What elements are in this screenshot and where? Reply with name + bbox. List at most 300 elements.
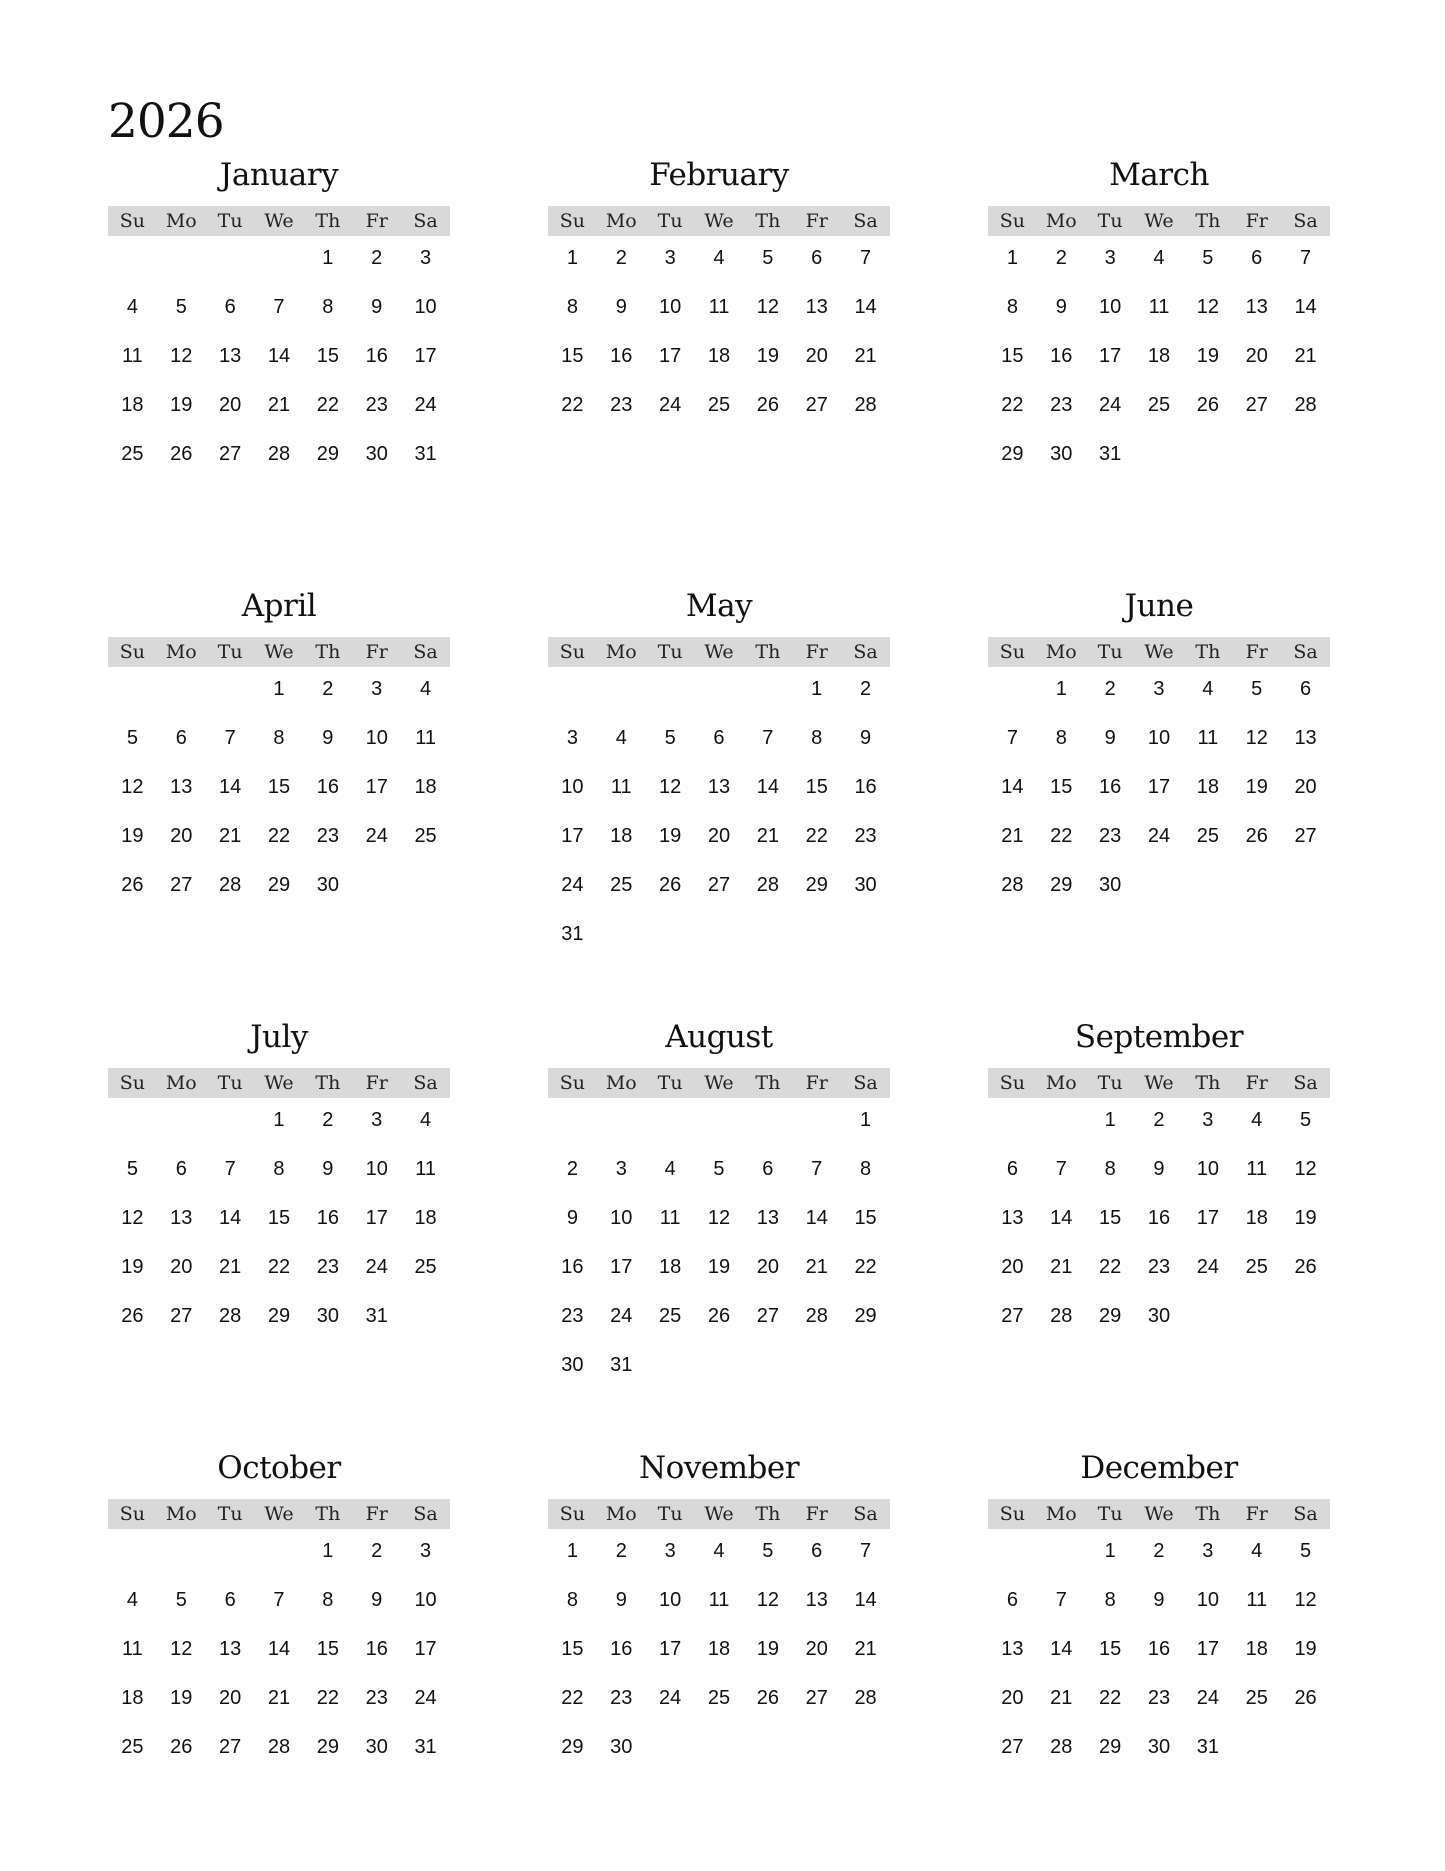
day-cell: 17 (365, 776, 388, 798)
day-cell: 12 (1196, 296, 1219, 318)
day-cell: 3 (566, 727, 578, 749)
day-blank (646, 675, 695, 724)
day-cell: 6 (1006, 1158, 1018, 1180)
day-cell: 5 (762, 247, 774, 269)
day-cell: 22 (1099, 1256, 1122, 1278)
day-cell: 29 (316, 1736, 339, 1758)
weekday-label: Th (755, 210, 781, 232)
weekday-header (108, 1068, 450, 1098)
day-cell: 27 (219, 1736, 242, 1758)
day-cell: 9 (860, 727, 872, 749)
day-cell: 4 (1202, 678, 1214, 700)
month-october (108, 1445, 450, 1782)
weekday-label: Fr (1245, 210, 1268, 232)
weekday-label: Fr (1245, 1072, 1268, 1094)
weekday-label: Sa (1293, 1503, 1318, 1525)
days-grid (108, 675, 450, 920)
month-name: April (241, 588, 317, 624)
day-cell: 8 (566, 1589, 578, 1611)
weekday-label: Su (559, 1503, 586, 1525)
day-cell: 1 (322, 247, 334, 269)
day-cell: 20 (805, 1638, 828, 1660)
day-blank (743, 675, 792, 724)
day-cell: 23 (365, 394, 388, 416)
day-blank (695, 1106, 744, 1155)
day-cell: 11 (415, 727, 436, 749)
day-cell: 9 (322, 1158, 334, 1180)
day-cell: 22 (561, 394, 584, 416)
day-blank (597, 1106, 646, 1155)
day-cell: 11 (122, 1638, 143, 1660)
day-cell: 26 (659, 874, 682, 896)
day-cell: 18 (707, 345, 731, 367)
day-cell: 4 (126, 296, 138, 318)
days-grid (988, 675, 1330, 920)
day-cell: 2 (1104, 678, 1116, 700)
weekday-label: Fr (365, 1072, 388, 1094)
day-blank (988, 1106, 1037, 1155)
day-cell: 3 (420, 247, 432, 269)
day-cell: 26 (1294, 1687, 1317, 1709)
day-cell: 18 (610, 825, 633, 847)
weekday-label: Tu (1097, 210, 1123, 232)
day-cell: 24 (610, 1305, 633, 1327)
day-cell: 30 (365, 443, 388, 465)
day-cell: 29 (1099, 1305, 1122, 1327)
day-cell: 28 (854, 1687, 877, 1709)
weekday-label: Mo (1045, 641, 1077, 663)
day-cell: 21 (1294, 345, 1317, 367)
day-cell: 7 (224, 1158, 236, 1180)
day-cell: 16 (610, 345, 633, 367)
weekday-label: Th (315, 210, 341, 232)
day-cell: 26 (170, 443, 193, 465)
day-cell: 10 (659, 1589, 682, 1611)
day-cell: 17 (1196, 1638, 1219, 1660)
day-blank (206, 1106, 255, 1155)
day-cell: 26 (1294, 1256, 1317, 1278)
month-name: June (1124, 588, 1194, 624)
day-cell: 22 (267, 825, 291, 847)
weekday-label: Sa (853, 1503, 878, 1525)
day-cell: 8 (811, 727, 823, 749)
day-cell: 18 (414, 776, 437, 798)
day-cell: 1 (1006, 247, 1018, 269)
month-january (108, 152, 450, 489)
weekday-header (988, 637, 1330, 667)
day-blank (646, 1106, 695, 1155)
day-cell: 3 (371, 1109, 383, 1131)
day-cell: 11 (708, 296, 730, 318)
day-blank (108, 1106, 157, 1155)
day-cell: 27 (1001, 1736, 1024, 1758)
day-blank (792, 1106, 841, 1155)
month-july (108, 1014, 450, 1351)
day-cell: 11 (122, 345, 143, 367)
day-cell: 13 (707, 776, 731, 798)
day-cell: 28 (1294, 394, 1317, 416)
weekday-label: Su (119, 210, 146, 232)
weekday-label: Th (1195, 1072, 1221, 1094)
day-cell: 29 (316, 443, 339, 465)
day-cell: 11 (1148, 296, 1170, 318)
day-cell: 10 (1196, 1589, 1219, 1611)
day-cell: 9 (1055, 296, 1067, 318)
day-cell: 15 (316, 345, 339, 367)
day-cell: 29 (267, 1305, 291, 1327)
weekday-label: Fr (365, 641, 388, 663)
weekday-label: Su (999, 641, 1026, 663)
day-cell: 4 (713, 247, 725, 269)
weekday-label: Mo (605, 210, 637, 232)
day-cell: 5 (126, 1158, 138, 1180)
day-cell: 22 (561, 1687, 584, 1709)
weekday-label: We (264, 210, 294, 232)
day-cell: 24 (1196, 1256, 1219, 1278)
day-cell: 4 (126, 1589, 138, 1611)
day-cell: 10 (659, 296, 682, 318)
weekday-label: Tu (657, 210, 683, 232)
day-cell: 21 (267, 394, 291, 416)
day-cell: 15 (1001, 345, 1024, 367)
day-cell: 2 (566, 1158, 578, 1180)
day-cell: 23 (1099, 825, 1122, 847)
day-cell: 19 (756, 345, 779, 367)
day-cell: 8 (322, 1589, 334, 1611)
day-cell: 4 (713, 1540, 725, 1562)
day-cell: 19 (170, 1687, 193, 1709)
day-cell: 6 (1300, 678, 1312, 700)
day-cell: 24 (1147, 825, 1171, 847)
weekday-label: Th (315, 1503, 341, 1525)
day-blank (743, 1106, 792, 1155)
day-cell: 27 (805, 1687, 828, 1709)
day-cell: 3 (1202, 1540, 1214, 1562)
day-cell: 25 (707, 394, 731, 416)
day-cell: 4 (1251, 1540, 1263, 1562)
day-cell: 20 (170, 1256, 193, 1278)
day-cell: 19 (1196, 345, 1219, 367)
day-cell: 9 (615, 1589, 627, 1611)
day-cell: 8 (1104, 1589, 1116, 1611)
day-cell: 5 (1300, 1109, 1312, 1131)
day-cell: 27 (1294, 825, 1317, 847)
day-cell: 16 (365, 345, 388, 367)
month-march (988, 152, 1330, 489)
weekday-label: We (704, 210, 734, 232)
day-blank (157, 675, 206, 724)
day-cell: 13 (1001, 1638, 1024, 1660)
weekday-label: Th (755, 1072, 781, 1094)
weekday-header (988, 1068, 1330, 1098)
day-cell: 9 (1153, 1589, 1165, 1611)
month-name: September (1074, 1019, 1244, 1055)
day-cell: 25 (414, 1256, 437, 1278)
weekday-label: Su (119, 641, 146, 663)
day-cell: 11 (659, 1207, 681, 1229)
month-name: November (638, 1450, 800, 1486)
weekday-label: Fr (1245, 1503, 1268, 1525)
day-cell: 21 (1050, 1687, 1073, 1709)
day-cell: 22 (316, 1687, 339, 1709)
weekday-label: Tu (217, 641, 243, 663)
day-cell: 17 (610, 1256, 633, 1278)
day-cell: 17 (1099, 345, 1122, 367)
day-cell: 12 (756, 296, 779, 318)
weekday-label: We (704, 1072, 734, 1094)
day-cell: 12 (170, 1638, 193, 1660)
day-blank (597, 675, 646, 724)
day-cell: 10 (1147, 727, 1171, 749)
weekday-label: Sa (1293, 210, 1318, 232)
days-grid (548, 1537, 890, 1782)
weekday-label: Sa (413, 210, 438, 232)
day-cell: 3 (664, 1540, 676, 1562)
weekday-label: Mo (605, 1072, 637, 1094)
day-cell: 13 (170, 776, 193, 798)
day-cell: 31 (365, 1305, 388, 1327)
day-cell: 20 (219, 1687, 242, 1709)
day-cell: 28 (854, 394, 877, 416)
weekday-label: Mo (165, 210, 197, 232)
day-cell: 16 (1099, 776, 1122, 798)
day-cell: 5 (762, 1540, 774, 1562)
day-cell: 5 (1251, 678, 1263, 700)
day-cell: 15 (1099, 1207, 1122, 1229)
day-cell: 29 (805, 874, 828, 896)
day-blank (548, 675, 597, 724)
day-cell: 21 (219, 825, 242, 847)
day-cell: 29 (267, 874, 291, 896)
day-cell: 11 (1246, 1158, 1268, 1180)
day-cell: 15 (1050, 776, 1073, 798)
day-cell: 30 (316, 874, 339, 896)
day-cell: 8 (273, 727, 285, 749)
day-cell: 15 (1099, 1638, 1122, 1660)
day-cell: 17 (659, 345, 682, 367)
day-cell: 4 (615, 727, 627, 749)
day-cell: 20 (170, 825, 193, 847)
day-cell: 7 (1055, 1158, 1067, 1180)
day-cell: 1 (566, 1540, 578, 1562)
weekday-header (548, 1499, 890, 1529)
day-cell: 17 (561, 825, 584, 847)
weekday-label: Sa (853, 641, 878, 663)
day-cell: 14 (267, 345, 291, 367)
day-cell: 19 (756, 1638, 779, 1660)
weekday-label: Tu (1097, 1503, 1123, 1525)
weekday-label: Fr (805, 641, 828, 663)
day-cell: 18 (707, 1638, 731, 1660)
weekday-label: Th (1195, 210, 1221, 232)
day-cell: 24 (1196, 1687, 1219, 1709)
day-cell: 24 (659, 1687, 682, 1709)
day-cell: 23 (365, 1687, 388, 1709)
month-name: December (1080, 1450, 1238, 1486)
weekday-label: Mo (1045, 1503, 1077, 1525)
month-name: January (219, 157, 339, 193)
weekday-label: Th (1195, 641, 1221, 663)
day-cell: 29 (1050, 874, 1073, 896)
day-cell: 1 (566, 247, 578, 269)
day-cell: 27 (219, 443, 242, 465)
day-cell: 3 (615, 1158, 627, 1180)
day-cell: 7 (1006, 727, 1018, 749)
day-cell: 23 (1147, 1687, 1171, 1709)
day-cell: 2 (1153, 1540, 1165, 1562)
day-blank (1037, 1537, 1086, 1586)
day-cell: 7 (1055, 1589, 1067, 1611)
day-cell: 23 (316, 825, 339, 847)
weekday-label: Mo (605, 1503, 637, 1525)
day-cell: 24 (1099, 394, 1122, 416)
day-cell: 18 (121, 1687, 144, 1709)
weekday-header (988, 206, 1330, 236)
day-cell: 2 (371, 247, 383, 269)
day-cell: 2 (1153, 1109, 1165, 1131)
day-cell: 27 (805, 394, 828, 416)
day-cell: 14 (267, 1638, 291, 1660)
month-name: October (217, 1450, 341, 1486)
day-cell: 27 (1245, 394, 1268, 416)
weekday-label: Fr (365, 1503, 388, 1525)
day-cell: 10 (1196, 1158, 1219, 1180)
day-cell: 10 (414, 1589, 437, 1611)
day-cell: 31 (414, 1736, 437, 1758)
weekday-label: Su (119, 1503, 146, 1525)
day-cell: 29 (1099, 1736, 1122, 1758)
day-cell: 31 (610, 1354, 633, 1376)
weekday-label: We (1144, 210, 1174, 232)
day-cell: 5 (175, 1589, 187, 1611)
weekday-label: Su (999, 1503, 1026, 1525)
weekday-label: Fr (805, 1072, 828, 1094)
weekday-header (548, 206, 890, 236)
month-june (988, 583, 1330, 920)
day-cell: 12 (121, 1207, 144, 1229)
days-grid (548, 675, 890, 969)
day-cell: 15 (561, 345, 584, 367)
day-cell: 25 (414, 825, 437, 847)
weekday-label: Mo (165, 1503, 197, 1525)
weekday-label: Su (559, 210, 586, 232)
day-cell: 29 (1001, 443, 1024, 465)
day-cell: 2 (615, 247, 627, 269)
day-cell: 13 (805, 1589, 828, 1611)
day-cell: 25 (121, 1736, 144, 1758)
day-cell: 12 (1294, 1158, 1317, 1180)
day-cell: 16 (316, 776, 339, 798)
day-cell: 9 (1104, 727, 1116, 749)
day-cell: 16 (1147, 1207, 1171, 1229)
day-cell: 14 (1050, 1638, 1073, 1660)
day-cell: 27 (756, 1305, 779, 1327)
day-cell: 24 (365, 1256, 388, 1278)
day-cell: 28 (1050, 1305, 1073, 1327)
days-grid (988, 1106, 1330, 1351)
day-cell: 8 (273, 1158, 285, 1180)
day-cell: 11 (708, 1589, 730, 1611)
day-cell: 9 (1153, 1158, 1165, 1180)
weekday-header (548, 1068, 890, 1098)
weekday-label: Th (315, 1072, 341, 1094)
days-grid (108, 1106, 450, 1351)
day-cell: 12 (1294, 1589, 1317, 1611)
day-cell: 28 (219, 874, 242, 896)
day-cell: 21 (854, 345, 877, 367)
day-cell: 25 (659, 1305, 682, 1327)
day-cell: 26 (707, 1305, 731, 1327)
day-cell: 5 (175, 296, 187, 318)
day-cell: 6 (224, 1589, 236, 1611)
weekday-label: Mo (605, 641, 637, 663)
day-cell: 12 (659, 776, 682, 798)
day-cell: 22 (854, 1256, 877, 1278)
day-cell: 21 (756, 825, 779, 847)
day-cell: 8 (1055, 727, 1067, 749)
day-cell: 10 (365, 727, 388, 749)
day-blank (255, 244, 304, 293)
day-blank (157, 1537, 206, 1586)
day-cell: 20 (1001, 1256, 1024, 1278)
day-cell: 19 (659, 825, 682, 847)
month-name: May (685, 588, 753, 624)
day-cell: 30 (1099, 874, 1122, 896)
day-cell: 9 (371, 1589, 383, 1611)
day-cell: 20 (219, 394, 242, 416)
day-cell: 30 (1147, 1305, 1171, 1327)
day-cell: 12 (756, 1589, 779, 1611)
day-cell: 19 (707, 1256, 731, 1278)
day-cell: 14 (1001, 776, 1024, 798)
day-blank (206, 244, 255, 293)
day-cell: 4 (1251, 1109, 1263, 1131)
weekday-label: Fr (1245, 641, 1268, 663)
day-cell: 3 (1153, 678, 1165, 700)
day-cell: 1 (860, 1109, 872, 1131)
day-cell: 13 (1001, 1207, 1024, 1229)
day-cell: 8 (1104, 1158, 1116, 1180)
day-cell: 14 (1050, 1207, 1073, 1229)
day-cell: 5 (1300, 1540, 1312, 1562)
day-cell: 26 (756, 394, 779, 416)
day-cell: 1 (273, 1109, 285, 1131)
days-grid (108, 244, 450, 489)
day-cell: 17 (365, 1207, 388, 1229)
day-cell: 16 (854, 776, 877, 798)
day-cell: 14 (219, 1207, 242, 1229)
day-cell: 16 (1147, 1638, 1171, 1660)
weekday-label: Tu (657, 1503, 683, 1525)
day-cell: 4 (420, 1109, 432, 1131)
day-cell: 30 (561, 1354, 584, 1376)
day-cell: 9 (615, 296, 627, 318)
day-cell: 1 (273, 678, 285, 700)
day-cell: 13 (805, 296, 828, 318)
day-cell: 28 (267, 443, 291, 465)
day-cell: 27 (170, 1305, 193, 1327)
day-cell: 16 (561, 1256, 584, 1278)
day-cell: 30 (316, 1305, 339, 1327)
weekday-label: Th (755, 1503, 781, 1525)
weekday-label: Fr (805, 1503, 828, 1525)
weekday-label: Su (119, 1072, 146, 1094)
month-name: July (250, 1019, 308, 1055)
day-cell: 23 (610, 1687, 633, 1709)
month-august (548, 1014, 890, 1400)
weekday-label: Fr (365, 210, 388, 232)
day-cell: 20 (1245, 345, 1268, 367)
